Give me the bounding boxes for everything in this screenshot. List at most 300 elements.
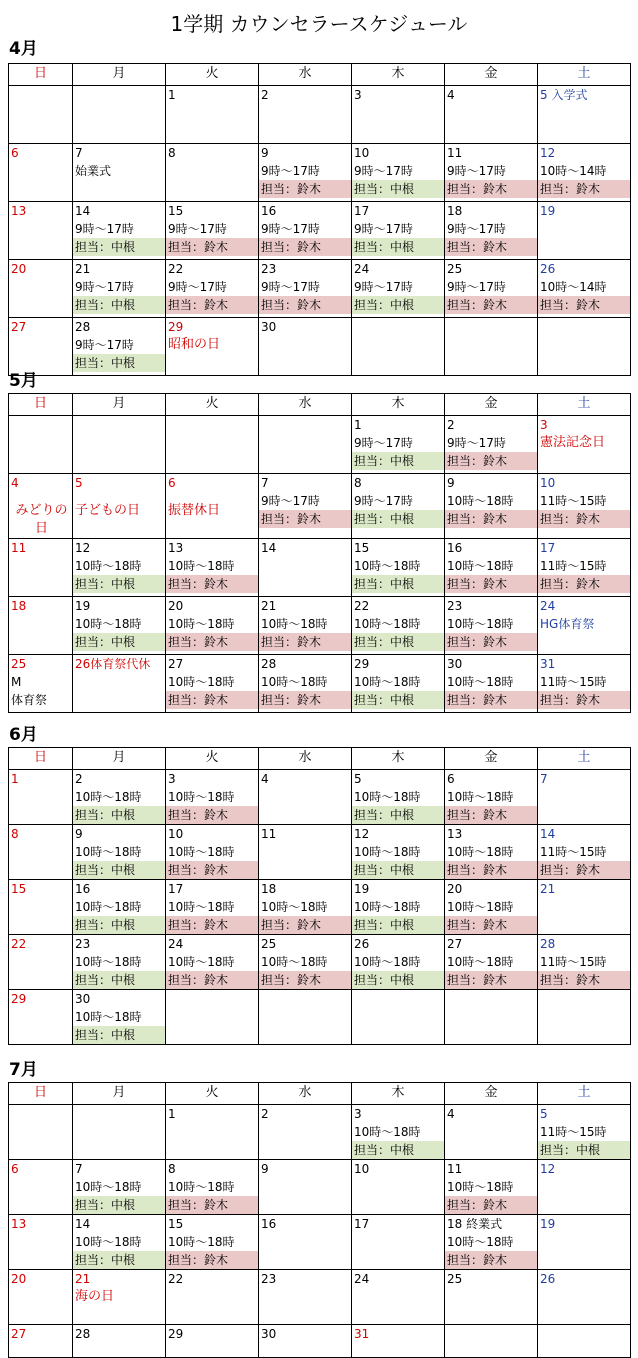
weekday-header: 日 — [9, 748, 73, 770]
day-cell — [166, 144, 259, 202]
day-number — [538, 416, 630, 434]
staff-badge: 担当：鈴木 — [259, 691, 351, 709]
day-cell-content — [259, 1215, 351, 1269]
day-cell — [259, 880, 352, 935]
day-number-text: 12 — [540, 146, 556, 160]
staff-badge: 担当：中根 — [73, 1026, 165, 1044]
day-cell — [352, 1215, 445, 1270]
day-cell — [352, 655, 445, 713]
day-cell-content — [166, 260, 258, 317]
day-number — [352, 1160, 444, 1178]
hours-text: 10時～18時 — [354, 790, 421, 804]
day-number-text: 30 — [75, 992, 91, 1006]
day-cell — [166, 1160, 259, 1215]
day-cell — [259, 1270, 352, 1325]
day-cell-content — [352, 597, 444, 654]
week-row — [9, 416, 631, 474]
day-cell — [259, 990, 352, 1045]
day-cell — [352, 990, 445, 1045]
day-cell-content — [166, 825, 258, 879]
day-cell — [538, 1105, 631, 1160]
weekday-header: 月 — [73, 748, 166, 770]
day-cell — [352, 86, 445, 144]
hours-text: 9時～17時 — [261, 164, 320, 178]
staff-badge: 担当：鈴木 — [166, 1196, 258, 1214]
day-number-text: 5 — [75, 476, 83, 490]
day-cell — [73, 1160, 166, 1215]
hours-text: 10時～18時 — [261, 955, 328, 969]
week-row — [9, 1270, 631, 1325]
day-cell-content — [166, 1105, 258, 1159]
day-cell-content — [259, 260, 351, 317]
day-cell — [352, 144, 445, 202]
day-cell-content — [166, 1215, 258, 1269]
staff-badge: 担当：鈴木 — [445, 452, 537, 470]
day-number-text: 2 — [261, 1107, 269, 1121]
weekday-header: 日 — [9, 1083, 73, 1105]
weekday-header: 火 — [166, 394, 259, 416]
week-row — [9, 86, 631, 144]
day-number — [538, 144, 630, 162]
day-number-text: 31 — [354, 1327, 370, 1341]
day-number — [9, 260, 72, 278]
day-cell-content — [445, 1160, 537, 1214]
day-cell — [538, 1160, 631, 1215]
staff-badge: 担当：鈴木 — [259, 238, 351, 256]
staff-badge: 担当：鈴木 — [538, 691, 630, 709]
day-cell-content — [9, 144, 72, 201]
day-cell — [259, 770, 352, 825]
day-number-text: 18 — [11, 599, 27, 613]
day-cell — [9, 825, 73, 880]
day-cell — [166, 86, 259, 144]
week-row — [9, 1325, 631, 1358]
hours-text: 10時～18時 — [75, 1235, 142, 1249]
day-cell — [9, 86, 73, 144]
day-number-text: 26 — [540, 262, 556, 276]
week-row — [9, 825, 631, 880]
weekday-header-row — [9, 748, 631, 770]
hours-text: 9時～17時 — [354, 222, 413, 236]
day-cell-content — [259, 1105, 351, 1159]
day-number-text: 9 — [75, 827, 83, 841]
staff-badge: 担当：鈴木 — [445, 575, 537, 593]
staff-badge: 担当：中根 — [73, 861, 165, 879]
day-number-text: 1 — [168, 88, 176, 102]
day-cell — [73, 144, 166, 202]
day-number — [259, 935, 351, 953]
day-cell-content — [538, 474, 630, 538]
staff-badge: 担当：鈴木 — [259, 971, 351, 989]
day-number-text: 9 — [261, 1162, 269, 1176]
day-number-text: 23 — [447, 599, 463, 613]
day-number-text: 28 — [540, 937, 556, 951]
hours-text: 10時～18時 — [168, 955, 235, 969]
weekday-header: 土 — [538, 748, 631, 770]
day-number-text: 12 — [75, 541, 91, 555]
day-cell — [445, 1160, 538, 1215]
day-number — [445, 86, 537, 104]
day-number — [259, 655, 351, 673]
staff-badge: 担当：鈴木 — [445, 510, 537, 528]
day-cell-content — [9, 935, 72, 989]
day-cell-content — [73, 1270, 165, 1324]
day-number-text: 12 — [540, 1162, 556, 1176]
day-number-text: 30 — [261, 1327, 277, 1341]
week-row — [9, 202, 631, 260]
day-cell — [445, 416, 538, 474]
day-number-text: 25 — [11, 657, 27, 671]
day-cell-content — [538, 880, 630, 934]
day-cell-content — [352, 318, 444, 375]
day-number — [259, 144, 351, 162]
day-cell-content — [9, 1105, 72, 1159]
day-number-text: 14 — [261, 541, 277, 555]
day-cell-content — [259, 318, 351, 375]
staff-badge: 担当：中根 — [352, 971, 444, 989]
staff-badge: 担当：鈴木 — [445, 633, 537, 651]
weekday-header: 木 — [352, 394, 445, 416]
day-cell — [352, 1160, 445, 1215]
day-number-text: 8 — [168, 1162, 176, 1176]
day-number — [9, 1160, 72, 1178]
staff-badge: 担当：中根 — [73, 633, 165, 651]
hours-text: 9時～17時 — [168, 222, 227, 236]
day-cell-content — [538, 144, 630, 201]
week-row — [9, 880, 631, 935]
day-cell — [538, 770, 631, 825]
day-cell — [538, 825, 631, 880]
day-cell — [73, 539, 166, 597]
staff-badge: 担当：鈴木 — [445, 1251, 537, 1269]
day-cell-content — [73, 935, 165, 989]
day-cell — [73, 202, 166, 260]
day-cell — [9, 990, 73, 1045]
day-cell-content — [259, 474, 351, 538]
day-number-text: 18 — [261, 882, 277, 896]
day-number — [9, 539, 72, 557]
staff-badge: 担当：鈴木 — [166, 971, 258, 989]
hours-text: 10時～18時 — [75, 617, 142, 631]
day-cell-content — [166, 990, 258, 1044]
day-cell-content — [259, 144, 351, 201]
staff-badge: 担当：鈴木 — [538, 861, 630, 879]
day-number-text: 3 — [354, 88, 362, 102]
hours-text: 10時～14時 — [540, 164, 607, 178]
day-number — [538, 935, 630, 953]
month-label: 5月 — [9, 371, 38, 391]
day-cell-content — [352, 990, 444, 1044]
day-cell-content — [445, 655, 537, 712]
day-cell — [73, 655, 166, 713]
day-number — [166, 1215, 258, 1233]
day-cell — [73, 990, 166, 1045]
weekday-header: 火 — [166, 1083, 259, 1105]
day-number — [352, 1215, 444, 1233]
month-calendar-table — [8, 747, 631, 1045]
staff-badge: 担当：鈴木 — [166, 1251, 258, 1269]
day-number-text: 15 — [168, 1217, 184, 1231]
day-number — [259, 318, 351, 336]
day-cell — [166, 770, 259, 825]
day-number-text: 14 — [75, 204, 91, 218]
hours-text: 10時～18時 — [354, 559, 421, 573]
month-calendar-table — [8, 1082, 631, 1358]
day-cell-content — [352, 144, 444, 201]
day-cell — [259, 474, 352, 539]
day-number-text: 7 — [261, 476, 269, 490]
hours-text: 11時～15時 — [540, 955, 607, 969]
day-cell-content — [445, 474, 537, 538]
day-number — [445, 1270, 537, 1288]
day-number — [352, 655, 444, 673]
day-cell-content — [538, 1215, 630, 1269]
hours-text: 9時～17時 — [354, 494, 413, 508]
day-number — [538, 1270, 630, 1288]
day-number — [352, 86, 444, 104]
day-cell-content — [259, 1160, 351, 1214]
day-cell-content — [259, 825, 351, 879]
week-row — [9, 990, 631, 1045]
day-number-text: 19 — [540, 1217, 556, 1231]
day-number — [445, 935, 537, 953]
day-cell-content — [352, 1270, 444, 1324]
hours-text: 9時～17時 — [447, 436, 506, 450]
day-number — [445, 1160, 537, 1178]
day-number-text: 16 — [447, 541, 463, 555]
day-cell-content — [166, 416, 258, 473]
day-number — [445, 144, 537, 162]
day-number — [9, 474, 72, 492]
weekday-header: 木 — [352, 64, 445, 86]
day-cell-content — [9, 825, 72, 879]
day-cell-content — [166, 202, 258, 259]
hours-text: 10時～18時 — [168, 1180, 235, 1194]
day-cell-content — [73, 597, 165, 654]
day-number — [538, 1215, 630, 1233]
day-number — [73, 597, 165, 615]
hours-text: 10時～18時 — [447, 790, 514, 804]
day-number-text: 25 — [447, 262, 463, 276]
day-cell-content — [538, 260, 630, 317]
day-cell — [352, 880, 445, 935]
day-number-text: 17 — [168, 882, 184, 896]
weekday-header: 水 — [259, 1083, 352, 1105]
day-number-text: 23 — [75, 937, 91, 951]
weekday-header: 水 — [259, 748, 352, 770]
hours-text: 10時～18時 — [75, 559, 142, 573]
day-cell-content — [538, 416, 630, 473]
week-row — [9, 1105, 631, 1160]
day-number — [538, 260, 630, 278]
day-number-text: 8 — [168, 146, 176, 160]
day-cell — [166, 935, 259, 990]
staff-badge: 担当：中根 — [73, 296, 165, 314]
day-cell — [538, 990, 631, 1045]
day-number-text: 31 — [540, 657, 556, 671]
hours-text: 10時～18時 — [75, 845, 142, 859]
day-cell — [9, 1105, 73, 1160]
day-number-text: 7 — [75, 1162, 83, 1176]
event-label: 終業式 — [462, 1217, 503, 1231]
event-label: 昭和の日 — [168, 337, 221, 352]
hours-text: 10時～18時 — [447, 494, 514, 508]
week-row — [9, 597, 631, 655]
day-cell-content — [166, 597, 258, 654]
day-cell — [259, 1325, 352, 1358]
day-number-text: 26 — [354, 937, 370, 951]
day-number-text: 7 — [75, 146, 83, 160]
day-number — [73, 655, 165, 673]
day-cell-content — [538, 597, 630, 654]
day-number-text: 8 — [354, 476, 362, 490]
day-number — [538, 202, 630, 220]
day-number-text: 22 — [11, 937, 27, 951]
day-number — [445, 539, 537, 557]
day-cell-content — [259, 935, 351, 989]
day-number — [166, 1270, 258, 1288]
day-cell — [73, 880, 166, 935]
day-number — [9, 655, 72, 673]
day-number-text: 19 — [354, 882, 370, 896]
day-cell-content — [9, 539, 72, 596]
event-label: みどりの日 — [15, 503, 68, 536]
day-cell — [445, 825, 538, 880]
day-cell-content — [352, 416, 444, 473]
day-cell — [9, 416, 73, 474]
weekday-header: 木 — [352, 1083, 445, 1105]
day-cell — [9, 1160, 73, 1215]
day-cell — [538, 474, 631, 539]
day-cell — [166, 539, 259, 597]
staff-badge: 担当：鈴木 — [445, 296, 537, 314]
day-number-text: 17 — [354, 1217, 370, 1231]
day-number — [73, 474, 165, 492]
day-cell — [259, 825, 352, 880]
staff-badge: 担当：鈴木 — [445, 180, 537, 198]
day-number-text: 2 — [75, 772, 83, 786]
day-number-text: 15 — [168, 204, 184, 218]
weekday-header: 土 — [538, 64, 631, 86]
day-cell-content — [9, 202, 72, 259]
day-cell — [9, 202, 73, 260]
hours-text: 9時～17時 — [261, 222, 320, 236]
day-number-text: 27 — [447, 937, 463, 951]
day-number-text: 30 — [261, 320, 277, 334]
day-cell-content — [9, 880, 72, 934]
day-number-text: 15 — [354, 541, 370, 555]
staff-badge: 担当：中根 — [73, 238, 165, 256]
day-cell — [352, 935, 445, 990]
event-label-2: 体育祭 — [11, 693, 48, 707]
day-number-text: 6 — [11, 1162, 19, 1176]
hours-text: 9時～17時 — [447, 280, 506, 294]
event-label: 体育祭代休 — [90, 657, 151, 671]
staff-badge: 担当：中根 — [73, 354, 165, 372]
hours-text: 11時～15時 — [540, 559, 607, 573]
staff-badge: 担当：中根 — [73, 971, 165, 989]
event-label: 入学式 — [547, 88, 588, 102]
weekday-header: 水 — [259, 64, 352, 86]
day-cell-content — [9, 655, 72, 712]
day-cell — [73, 1270, 166, 1325]
week-row — [9, 318, 631, 376]
day-cell-content — [259, 1270, 351, 1324]
day-number — [445, 880, 537, 898]
day-number — [538, 825, 630, 843]
day-number — [259, 539, 351, 557]
hours-text: 10時～18時 — [168, 675, 235, 689]
day-cell — [538, 655, 631, 713]
hours-text: 9時～17時 — [354, 280, 413, 294]
hours-text: 10時～18時 — [168, 617, 235, 631]
day-cell-content — [73, 1105, 165, 1159]
day-cell — [9, 474, 73, 539]
day-cell — [73, 597, 166, 655]
day-cell-content — [9, 260, 72, 317]
hours-text: 10時～18時 — [75, 955, 142, 969]
day-number — [9, 318, 72, 336]
day-cell-content — [352, 1325, 444, 1357]
hours-text: 10時～18時 — [168, 900, 235, 914]
day-number — [166, 597, 258, 615]
day-cell — [9, 539, 73, 597]
day-number — [166, 474, 258, 492]
weekday-header: 土 — [538, 394, 631, 416]
hours-text: 9時～17時 — [447, 164, 506, 178]
day-cell-content — [352, 880, 444, 934]
day-number-text: 23 — [261, 262, 277, 276]
day-number — [73, 1270, 165, 1288]
month-calendar-table — [8, 63, 631, 376]
day-number — [445, 474, 537, 492]
day-number — [73, 260, 165, 278]
day-number-text: 28 — [75, 1327, 91, 1341]
day-number-text: 24 — [354, 262, 370, 276]
day-number-text: 9 — [447, 476, 455, 490]
day-number — [9, 770, 72, 788]
day-cell — [538, 416, 631, 474]
day-number — [352, 1325, 444, 1343]
staff-badge: 担当：中根 — [352, 1141, 444, 1159]
day-cell-content — [73, 260, 165, 317]
day-cell — [73, 416, 166, 474]
day-number-text: 1 — [168, 1107, 176, 1121]
day-number-text: 27 — [11, 1327, 27, 1341]
weekday-header-row — [9, 64, 631, 86]
hours-text: 11時～15時 — [540, 494, 607, 508]
day-number-text: 24 — [168, 937, 184, 951]
staff-badge: 担当：鈴木 — [538, 971, 630, 989]
day-number — [73, 935, 165, 953]
day-cell-content — [445, 539, 537, 596]
day-cell-content — [445, 1270, 537, 1324]
month-label: 6月 — [9, 725, 38, 745]
day-number — [73, 1215, 165, 1233]
hours-text: 10時～18時 — [75, 900, 142, 914]
day-cell-content — [445, 880, 537, 934]
hours-text: 10時～18時 — [447, 1180, 514, 1194]
day-number — [9, 825, 72, 843]
weekday-header: 土 — [538, 1083, 631, 1105]
day-number-text: 25 — [261, 937, 277, 951]
staff-badge: 担当：鈴木 — [538, 180, 630, 198]
day-number-text: 5 — [354, 772, 362, 786]
day-number — [538, 1160, 630, 1178]
day-cell-content — [259, 655, 351, 712]
day-cell — [166, 597, 259, 655]
day-cell — [538, 1325, 631, 1358]
